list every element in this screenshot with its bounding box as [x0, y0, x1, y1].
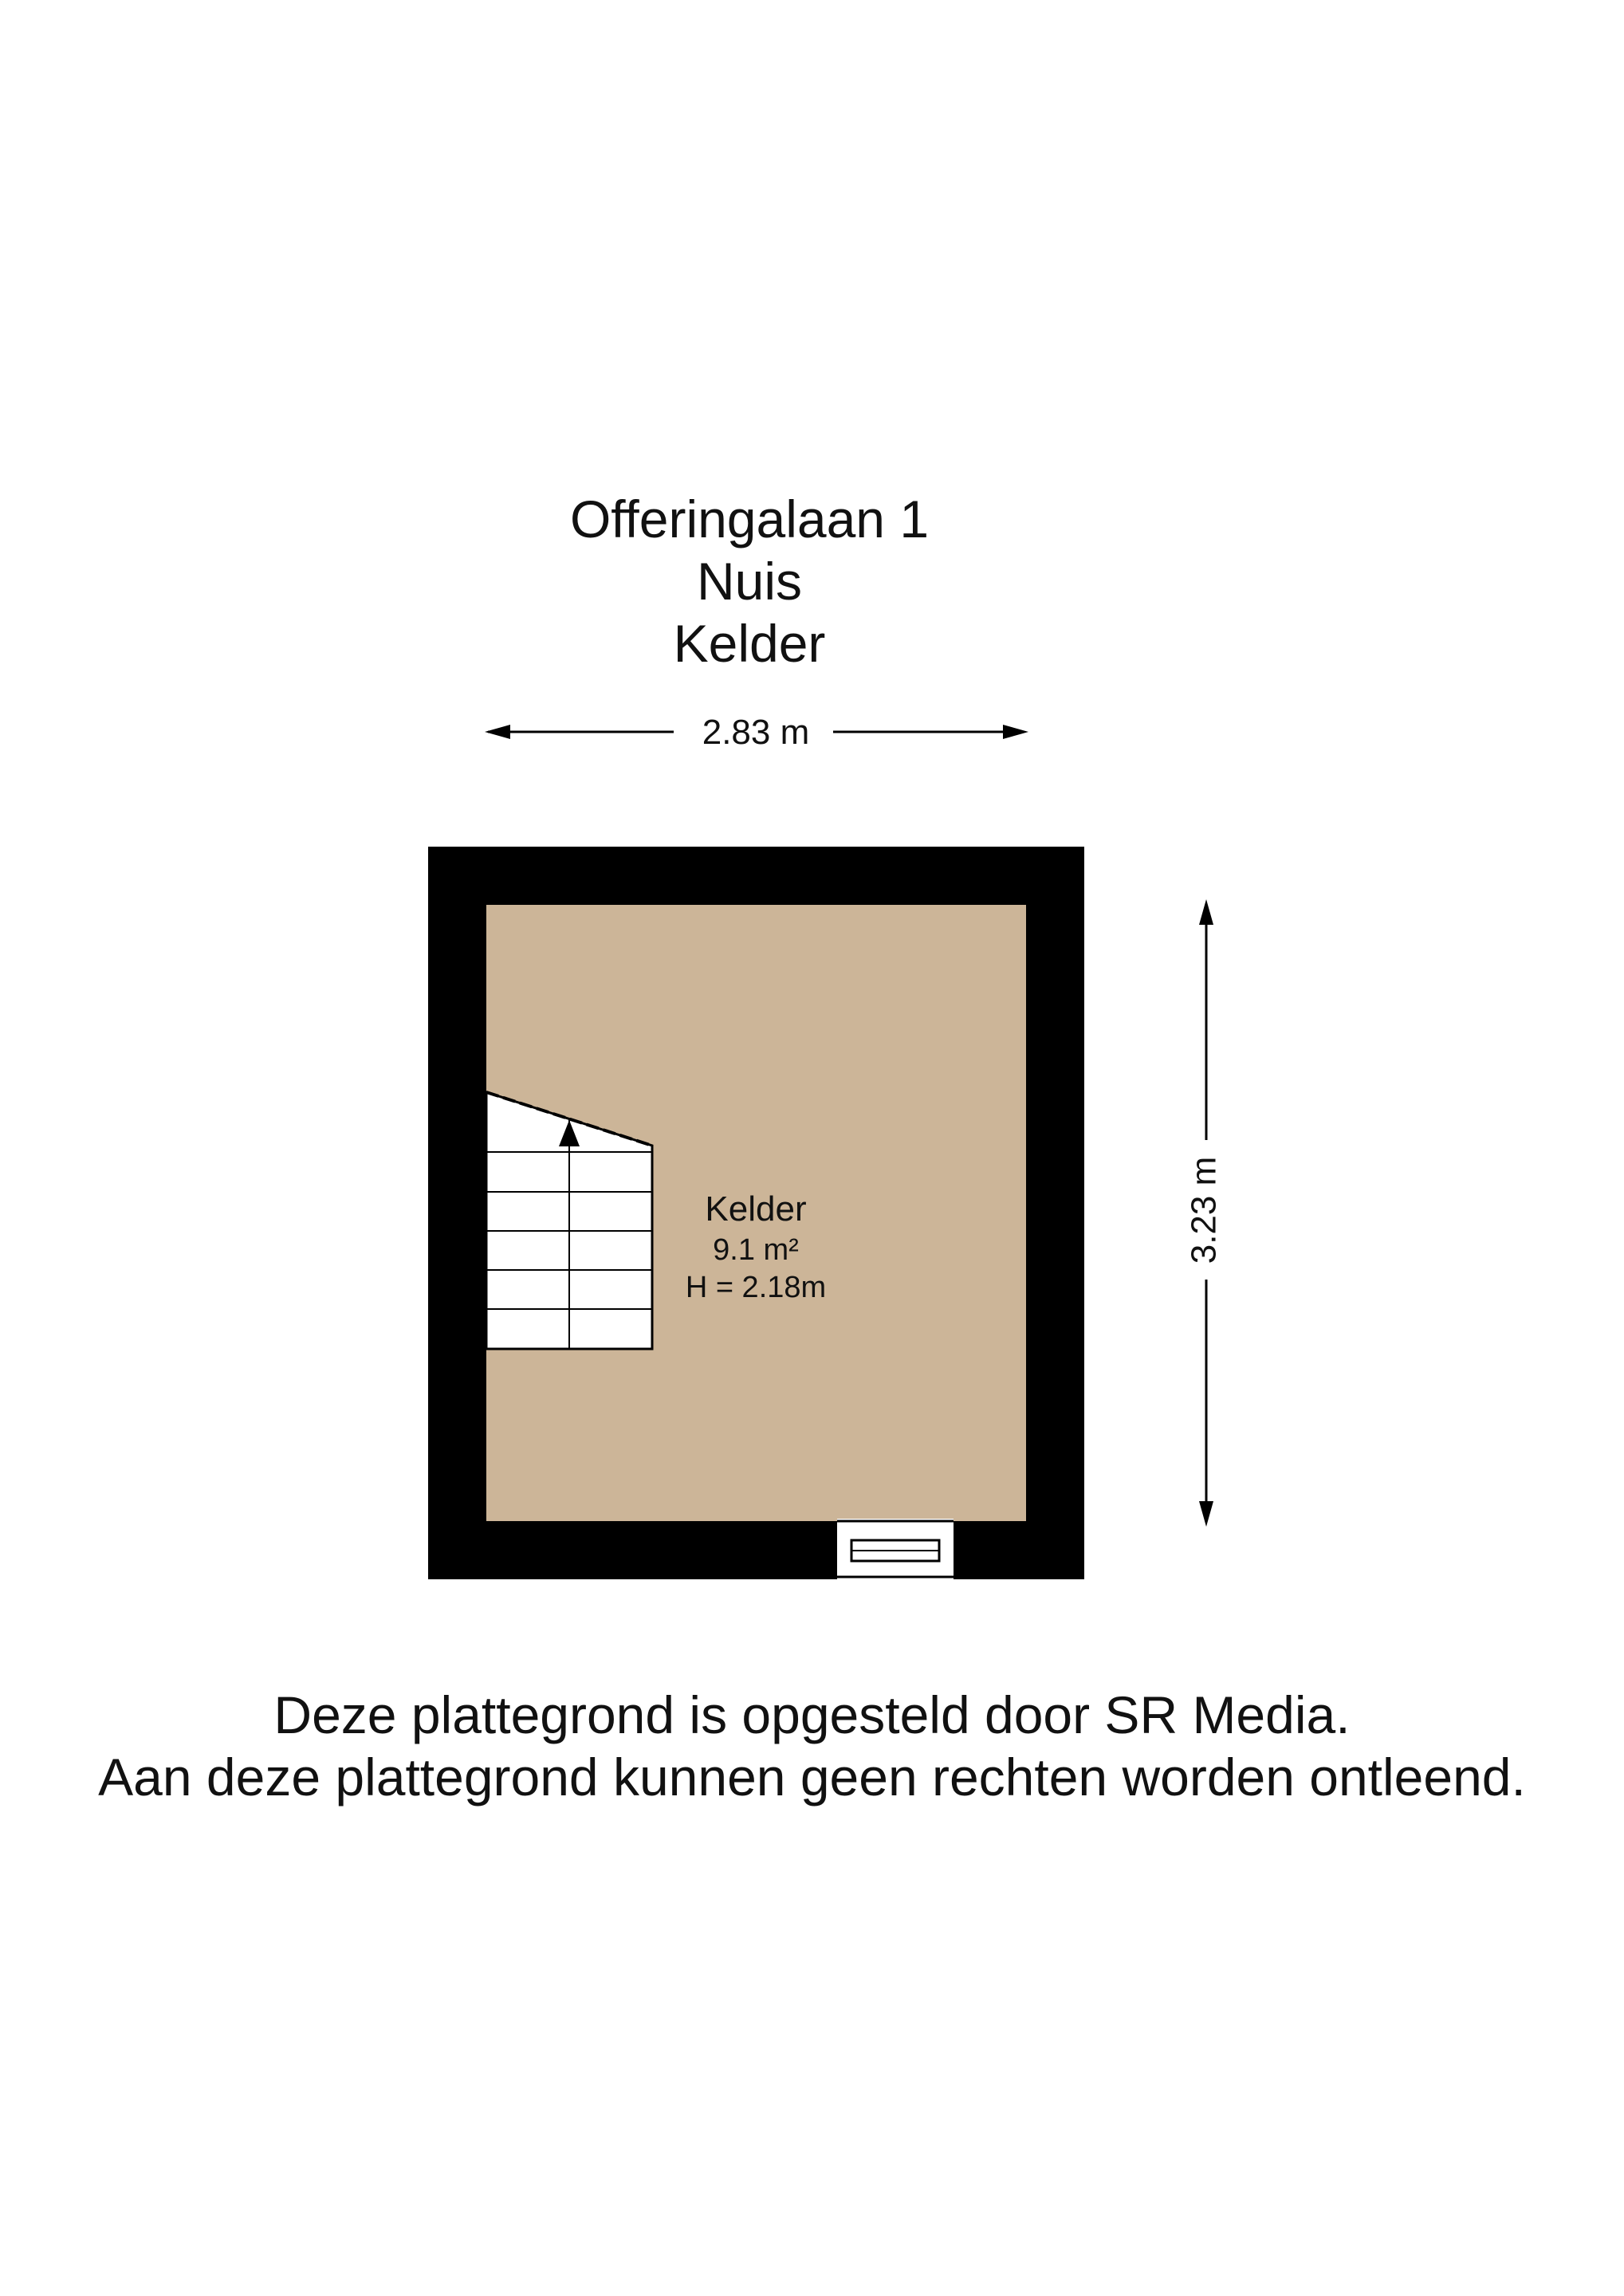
- room-area: 9.1 m²: [713, 1233, 799, 1267]
- city-title: Nuis: [696, 552, 803, 611]
- disclaimer-line-2: Aan deze plattegrond kunnen geen rechten worden ontleend.: [98, 1748, 1526, 1807]
- height-dimension: [1185, 899, 1224, 1527]
- floor-title: Kelder: [673, 614, 826, 673]
- disclaimer-line-1: Deze plattegrond is opgesteld door SR Media.: [273, 1685, 1351, 1744]
- address-title: Offeringalaan 1: [569, 489, 930, 548]
- room-name: Kelder: [705, 1189, 807, 1229]
- arrow-up-icon: [1199, 899, 1213, 925]
- height-label: 3.23 m: [1184, 1156, 1224, 1264]
- arrow-right-icon: [1003, 725, 1028, 739]
- room-height: H = 2.18m: [685, 1271, 827, 1304]
- width-dimension: [485, 713, 1028, 752]
- arrow-left-icon: [485, 725, 510, 739]
- arrow-down-icon: [1199, 1501, 1213, 1527]
- window: [837, 1519, 954, 1579]
- width-label: 2.83 m: [702, 713, 810, 752]
